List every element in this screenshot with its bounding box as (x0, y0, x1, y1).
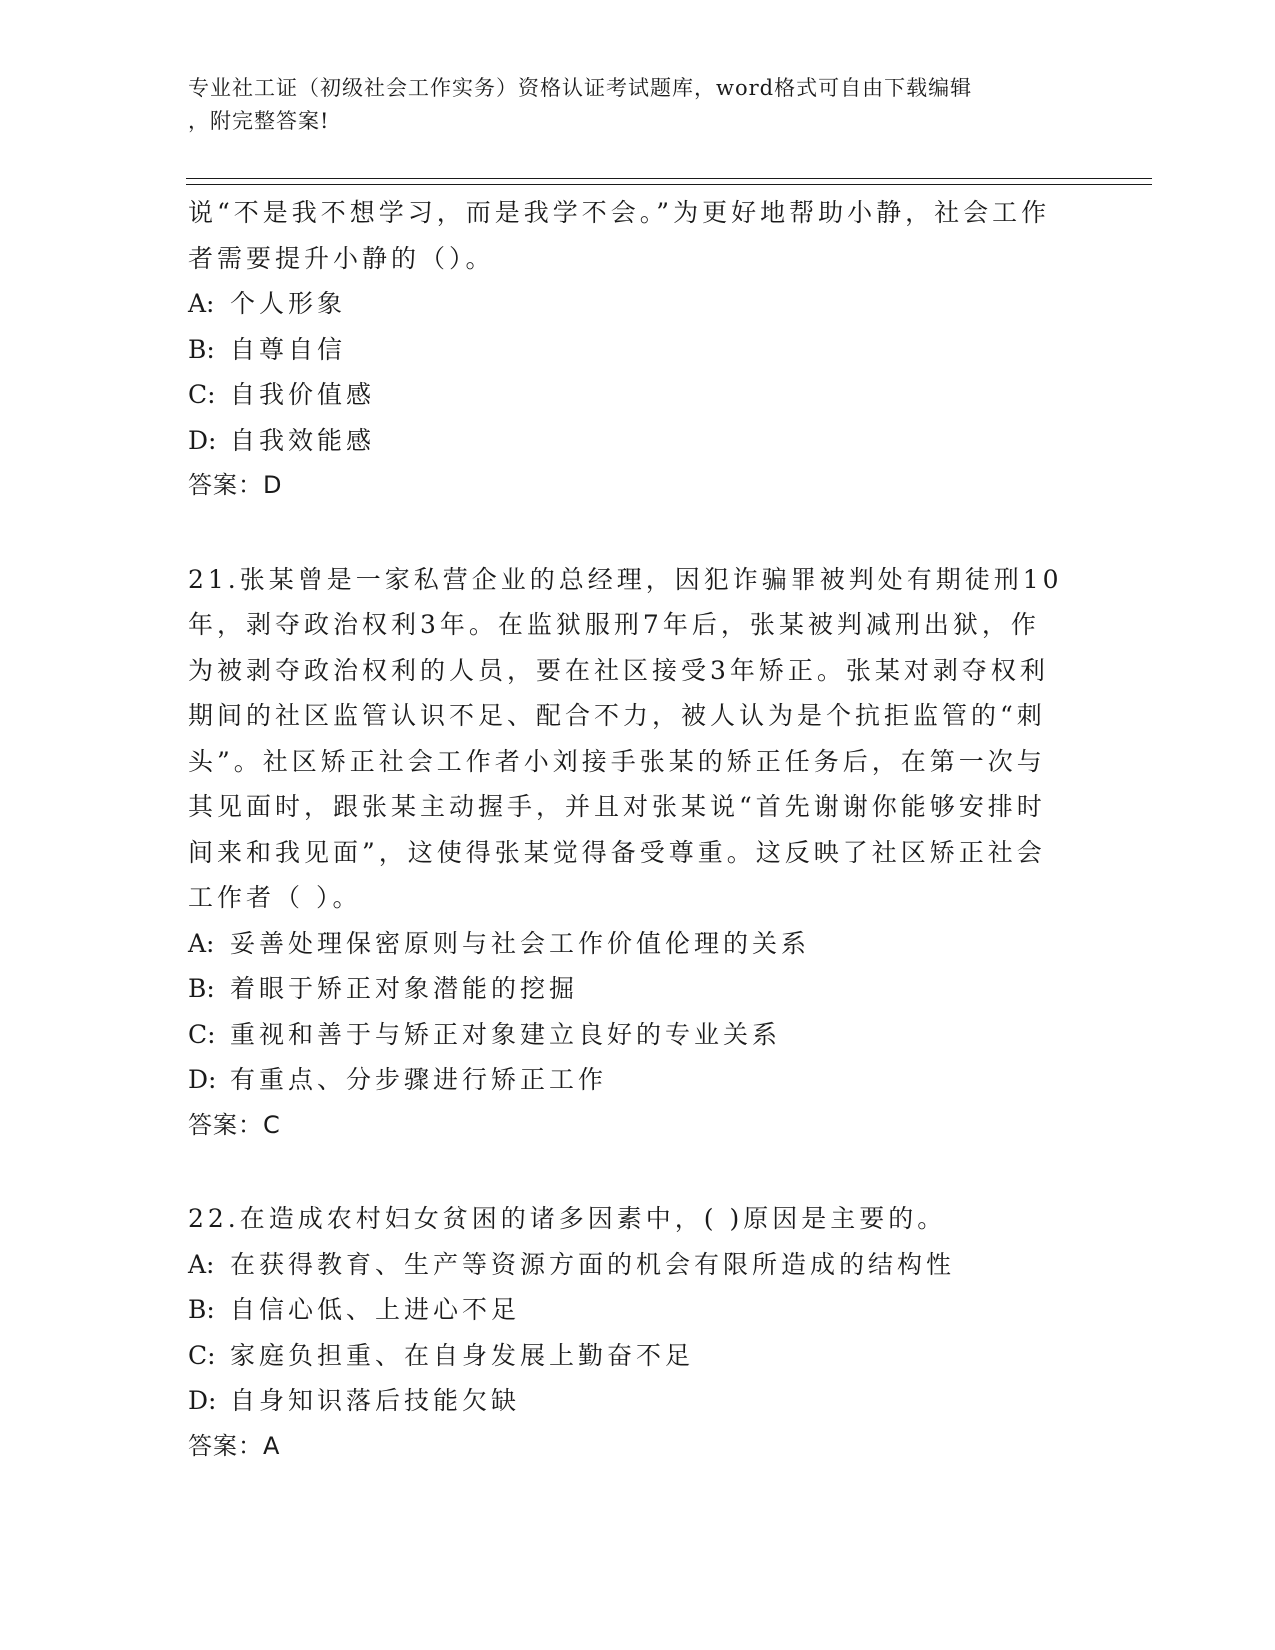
option-d: D: 有重点、分步骤进行矫正工作 (188, 1065, 608, 1094)
question-block (188, 1196, 1068, 1469)
option-d: D: 自身知识落后技能欠缺 (188, 1386, 521, 1415)
option-text: 重视和善于与矫正对象建立良好的专业关系 (230, 1019, 782, 1049)
page-header (188, 72, 1068, 138)
option-c: C: 重视和善于与矫正对象建立良好的专业关系 (188, 1019, 782, 1049)
header-divider (186, 178, 1152, 185)
option-text: 在获得教育、生产等资源方面的机会有限所造成的结构性 (230, 1249, 956, 1279)
option-text: 自尊自信 (230, 334, 347, 364)
option-text: 自身知识落后技能欠缺 (230, 1386, 521, 1415)
option-text: 有重点、分步骤进行矫正工作 (230, 1065, 608, 1094)
question-spacer (188, 509, 1068, 557)
option-text: 自信心低、上进心不足 (230, 1295, 521, 1324)
header-line-2: ，附完整答案! (188, 109, 330, 133)
answer-line: 答案：A (188, 1431, 281, 1460)
question-stem: 21.张某曾是一家私营企业的总经理，因犯诈骗罪被判处有期徒刑10年，剥夺政治权利3年。在监狱服刑7年后，张某被判减刑出狱，作为被剥夺政治权利的人员，要在社区接受3年矫正。张某对剥夺权利期间的社区监管认识不足、配合不力，被人认为是个抗拒监管的“刺头”。社区矫正社会工作者小刘接手张某的矫正任务后，在第一次与其见面时，跟张某主动握手，并且对张某说“首先谢谢你能够安排时间来和我见面”，这使得张某觉得备受尊重。这反映了社区矫正社会工作者（ ）。 (188, 564, 1063, 912)
answer-line: 答案：C (188, 1110, 281, 1139)
header-line-1: 专业社工证（初级社会工作实务）资格认证考试题库，word格式可自由下载编辑 (188, 76, 973, 100)
option-text: 个人形象 (230, 289, 347, 318)
option-b: B: 自信心低、上进心不足 (188, 1295, 521, 1324)
question-list (188, 190, 1068, 1469)
option-b: B: 着眼于矫正对象潜能的挖掘 (188, 974, 579, 1003)
option-a: A: 个人形象 (188, 289, 347, 318)
option-text: 家庭负担重、在自身发展上勤奋不足 (230, 1340, 695, 1370)
option-b: B: 自尊自信 (188, 334, 347, 364)
question-stem: 说“不是我不想学习，而是我学不会。”为更好地帮助小静，社会工作者需要提升小静的（）。 (188, 198, 1051, 273)
answer-line: 答案：D (188, 471, 283, 499)
question-block (188, 190, 1068, 509)
question-stem: 22.在造成农村妇女贫困的诸多因素中，( )原因是主要的。 (188, 1204, 947, 1233)
question-spacer (188, 1148, 1068, 1196)
option-text: 妥善处理保密原则与社会工作价值伦理的关系 (230, 928, 811, 958)
option-c: C: 家庭负担重、在自身发展上勤奋不足 (188, 1340, 695, 1370)
question-block (188, 557, 1068, 1149)
option-text: 自我价值感 (230, 380, 376, 409)
option-a: A: 在获得教育、生产等资源方面的机会有限所造成的结构性 (188, 1249, 956, 1279)
option-d: D: 自我效能感 (188, 425, 376, 455)
option-c: C: 自我价值感 (188, 380, 376, 409)
option-a: A: 妥善处理保密原则与社会工作价值伦理的关系 (188, 928, 811, 958)
option-text: 自我效能感 (230, 425, 376, 455)
option-text: 着眼于矫正对象潜能的挖掘 (230, 974, 579, 1003)
